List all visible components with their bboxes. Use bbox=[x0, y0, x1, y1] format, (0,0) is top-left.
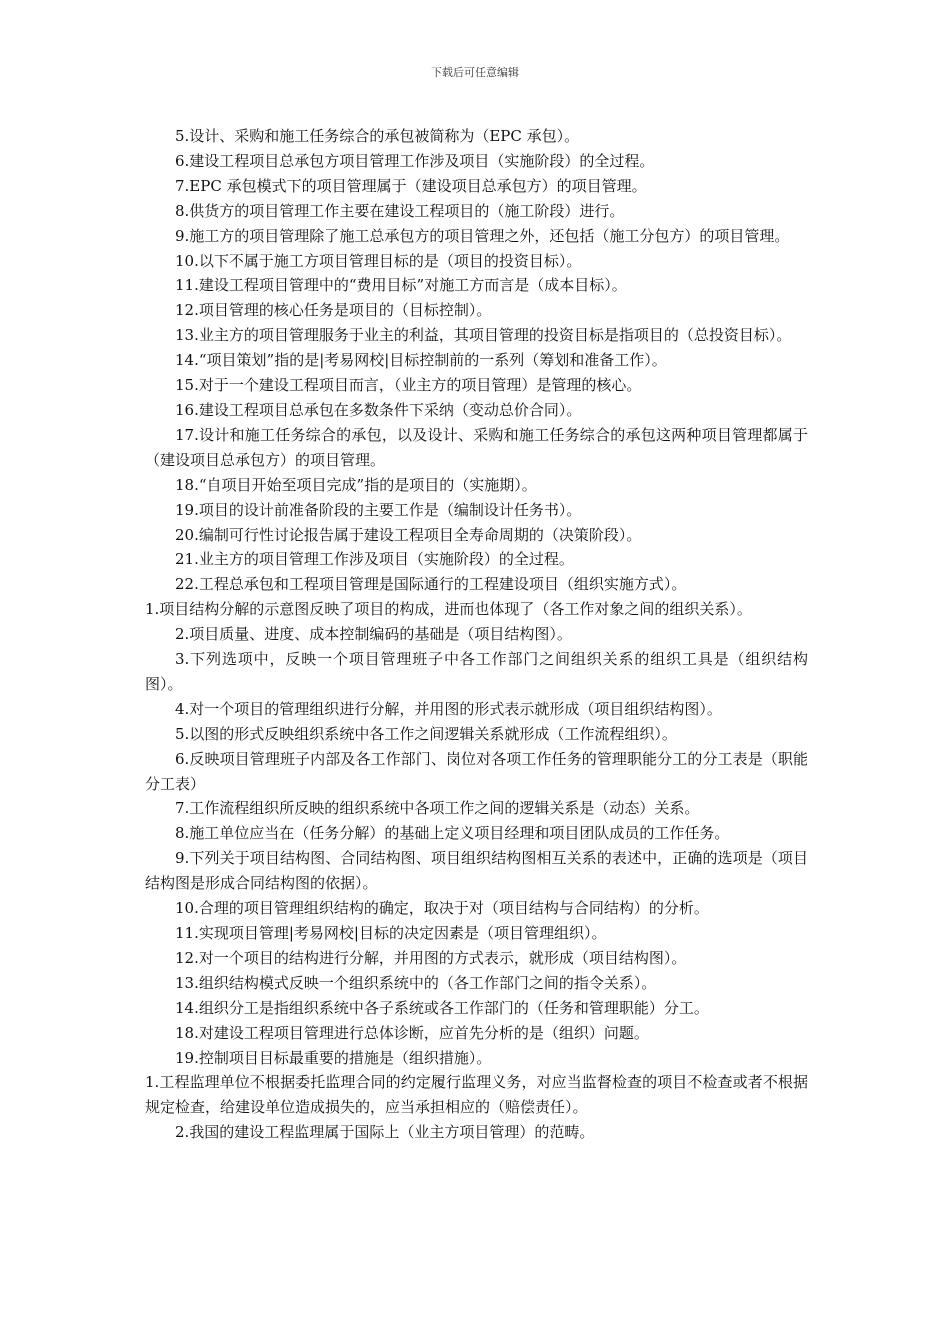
paragraph: 10.合理的项目管理组织结构的确定，取决于对（项目结构与合同结构）的分析。 bbox=[175, 899, 709, 918]
paragraph: 4.对一个项目的管理组织进行分解，并用图的形式表示就形成（项目组织结构图）。 bbox=[175, 699, 722, 718]
page-header: 下载后可任意编辑 bbox=[431, 66, 519, 79]
paragraph: 16.建设工程项目总承包在多数条件下采纳（变动总价合同）。 bbox=[175, 400, 582, 419]
paragraph: 6.反映项目管理班子内部及各工作部门、岗位对各项工作任务的管理职能分工的分工表是（职能分工表） bbox=[145, 749, 808, 793]
paragraph: 7.工作流程组织所反映的组织系统中各项工作之间的逻辑关系是（动态）关系。 bbox=[175, 799, 700, 818]
paragraph: 3.下列选项中，反映一个项目管理班子中各工作部门之间组织关系的组织工具是（组织结构图）。 bbox=[145, 650, 808, 693]
paragraph: 5.设计、采购和施工任务综合的承包被简称为（EPC 承包）。 bbox=[175, 127, 580, 145]
paragraph: 2.我国的建设工程监理属于国际上（业主方项目管理）的范畴。 bbox=[175, 1123, 595, 1142]
paragraph: 11.建设工程项目管理中的“费用目标”对施工方而言是（成本目标）。 bbox=[175, 276, 627, 295]
paragraph: 22.工程总承包和工程项目管理是国际通行的工程建设项目（组织实施方式）。 bbox=[175, 575, 687, 594]
paragraph: 9.下列关于项目结构图、合同结构图、项目组织结构图相互关系的表述中，正确的选项是（项目结构图是形成合同结构图的依据）。 bbox=[145, 849, 808, 893]
paragraph: 11.实现项目管理|考易网校|目标的决定因素是（项目管理组织）。 bbox=[175, 924, 607, 942]
paragraph: 12.项目管理的核心任务是项目的（目标控制）。 bbox=[175, 301, 492, 320]
paragraph: 1.项目结构分解的示意图反映了项目的构成，进而也体现了（各工作对象之间的组织关系）。 bbox=[145, 600, 752, 619]
paragraph: 21.业主方的项目管理工作涉及项目（实施阶段）的全过程。 bbox=[175, 550, 574, 569]
paragraph: 13.组织结构模式反映一个组织系统中的（各工作部门之间的指令关系）。 bbox=[175, 973, 657, 992]
paragraph: 18.对建设工程项目管理进行总体诊断，应首先分析的是（组织）问题。 bbox=[175, 1023, 649, 1042]
paragraph: 17.设计和施工任务综合的承包，以及设计、采购和施工任务综合的承包这两种项目管理都属于（建设项目总承包方）的项目管理。 bbox=[145, 425, 808, 469]
paragraph: 15.对于一个建设工程项目而言，（业主方的项目管理）是管理的核心。 bbox=[175, 376, 642, 395]
document-body bbox=[145, 124, 808, 1145]
paragraph: 14.组织分工是指组织系统中各子系统或各工作部门的（任务和管理职能）分工。 bbox=[175, 998, 709, 1017]
paragraph: 20.编制可行性讨论报告属于建设工程项目全寿命周期的（决策阶段）。 bbox=[175, 525, 642, 544]
paragraph: 2.项目质量、进度、成本控制编码的基础是（项目结构图）。 bbox=[175, 625, 572, 644]
paragraph: 7.EPC 承包模式下的项目管理属于（建设项目总承包方）的项目管理。 bbox=[175, 176, 647, 195]
paragraph: 9.施工方的项目管理除了施工总承包方的项目管理之外，还包括（施工分包方）的项目管理。 bbox=[175, 226, 790, 245]
paragraph: 18.“自项目开始至项目完成”指的是项目的（实施期）。 bbox=[175, 475, 537, 494]
paragraph: 13.业主方的项目管理服务于业主的利益，其项目管理的投资目标是指项目的（总投资目标）。 bbox=[175, 326, 792, 345]
paragraph: 8.施工单位应当在（任务分解）的基础上定义项目经理和项目团队成员的工作任务。 bbox=[175, 824, 730, 843]
paragraph: 10.以下不属于施工方项目管理目标的是（项目的投资目标）。 bbox=[175, 251, 582, 270]
paragraph: 8.供货方的项目管理工作主要在建设工程项目的（施工阶段）进行。 bbox=[175, 201, 625, 220]
paragraph: 14.“项目策划”指的是|考易网校|目标控制前的一系列（筹划和准备工作）。 bbox=[175, 351, 667, 370]
paragraph: 6.建设工程项目总承包方项目管理工作涉及项目（实施阶段）的全过程。 bbox=[175, 151, 655, 170]
paragraph: 19.项目的设计前准备阶段的主要工作是（编制设计任务书）。 bbox=[175, 500, 582, 519]
paragraph: 5.以图的形式反映组织系统中各工作之间逻辑关系就形成（工作流程组织）。 bbox=[175, 724, 677, 743]
paragraph: 12.对一个项目的结构进行分解，并用图的方式表示，就形成（项目结构图）。 bbox=[175, 948, 687, 967]
paragraph: 1.工程监理单位不根据委托监理合同的约定履行监理义务，对应当监督检查的项目不检查或者不根据规定检查，给建设单位造成损失的，应当承担相应的（赔偿责任）。 bbox=[145, 1073, 808, 1117]
paragraph: 19.控制项目目标最重要的措施是（组织措施）。 bbox=[175, 1048, 492, 1067]
